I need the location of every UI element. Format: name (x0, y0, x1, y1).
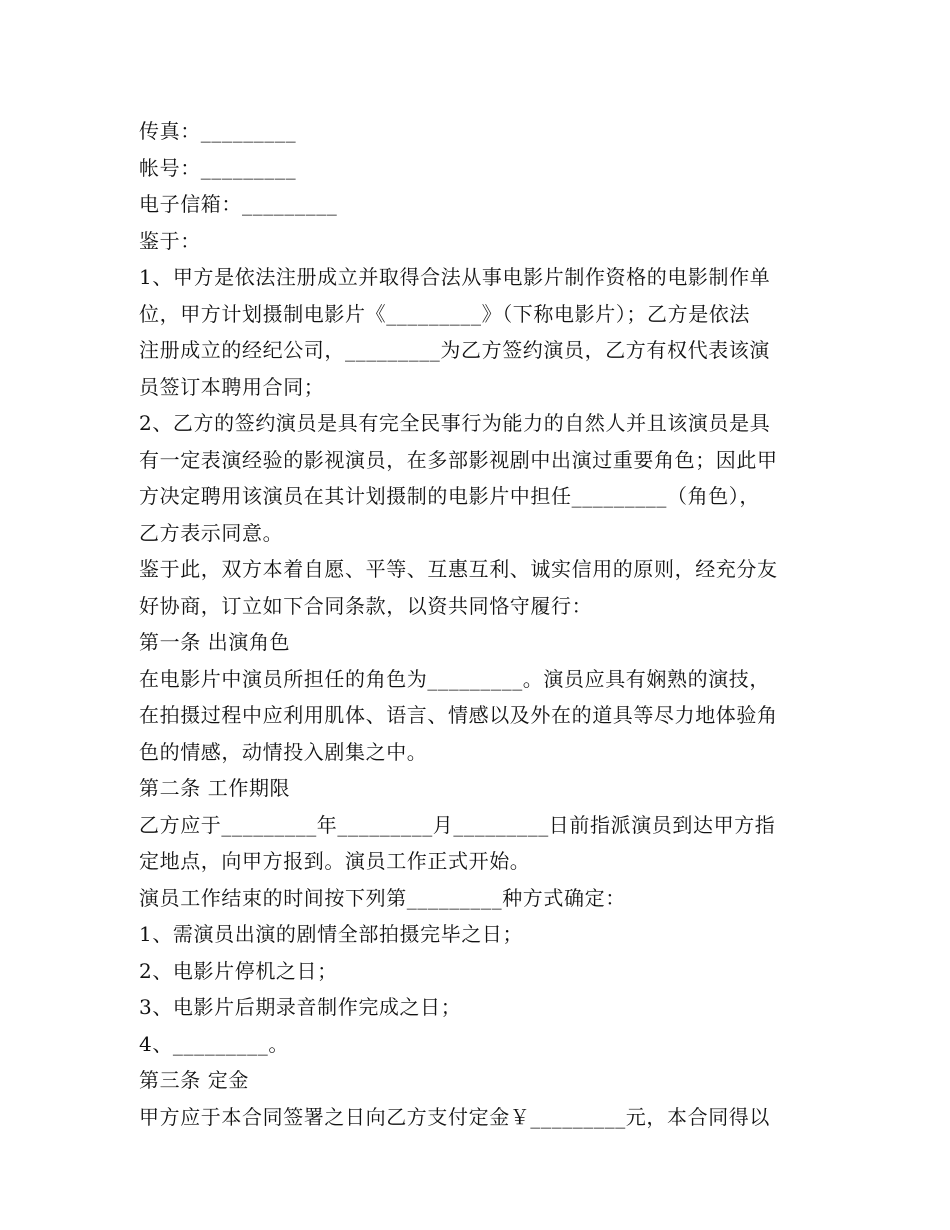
text-line: 甲方应于本合同签署之日向乙方支付定金￥_________元，本合同得以 (139, 1104, 770, 1129)
text-line: 帐号：_________ (139, 155, 297, 180)
text-line: 定地点，向甲方报到。演员工作正式开始。 (139, 849, 531, 873)
text-line: 鉴于： (139, 228, 201, 253)
text-line: 4、_________。 (139, 1031, 289, 1056)
text-line: 乙方表示同意。 (139, 520, 284, 545)
text-line: 有一定表演经验的影视演员，在多部影视剧中出演过重要角色；因此甲 (139, 447, 778, 472)
section-heading: 第一条 出演角色 (139, 630, 291, 654)
text-line: 传真：_________ (139, 119, 297, 143)
text-line: 2、乙方的签约演员是具有完全民事行为能力的自然人并且该演员是具 (139, 411, 771, 435)
text-line: 演员工作结束的时间按下列第_________种方式确定： (139, 885, 626, 910)
text-line: 2、电影片停机之日； (139, 958, 338, 983)
text-line: 1、需演员出演的剧情全部拍摄完毕之日； (139, 922, 524, 946)
text-line: 乙方应于_________年_________月_________日前指派演员到达甲方指 (139, 812, 776, 837)
text-line: 色的情感，动情投入剧集之中。 (139, 739, 428, 764)
text-line: 方决定聘用该演员在其计划摄制的电影片中担任_________（角色）， (139, 484, 760, 508)
text-line: 鉴于此，双方本着自愿、平等、互惠互利、诚实信用的原则，经充分友 (139, 557, 778, 581)
section-heading: 第二条 工作期限 (139, 776, 291, 800)
contract-body (139, 113, 814, 1135)
text-line: 员签订本聘用合同； (139, 374, 325, 399)
text-line: 注册成立的经纪公司，_________为乙方签约演员，乙方有权代表该演 (139, 338, 770, 362)
text-line: 电子信箱：_________ (139, 192, 338, 216)
text-line: 1、甲方是依法注册成立并取得合法从事电影片制作资格的电影制作单 (139, 265, 771, 289)
text-line: 在电影片中演员所担任的角色为_________。演员应具有娴熟的演技， (139, 666, 770, 691)
text-line: 3、电影片后期录音制作完成之日； (139, 995, 462, 1019)
text-line: 在拍摄过程中应利用肌体、语言、情感以及外在的道具等尽力地体验角 (139, 703, 778, 727)
section-heading: 第三条 定金 (139, 1068, 249, 1092)
text-line: 位，甲方计划摄制电影片《_________》（下称电影片）；乙方是依法 (139, 301, 750, 326)
text-line: 好协商，订立如下合同条款，以资共同恪守履行： (139, 593, 593, 618)
